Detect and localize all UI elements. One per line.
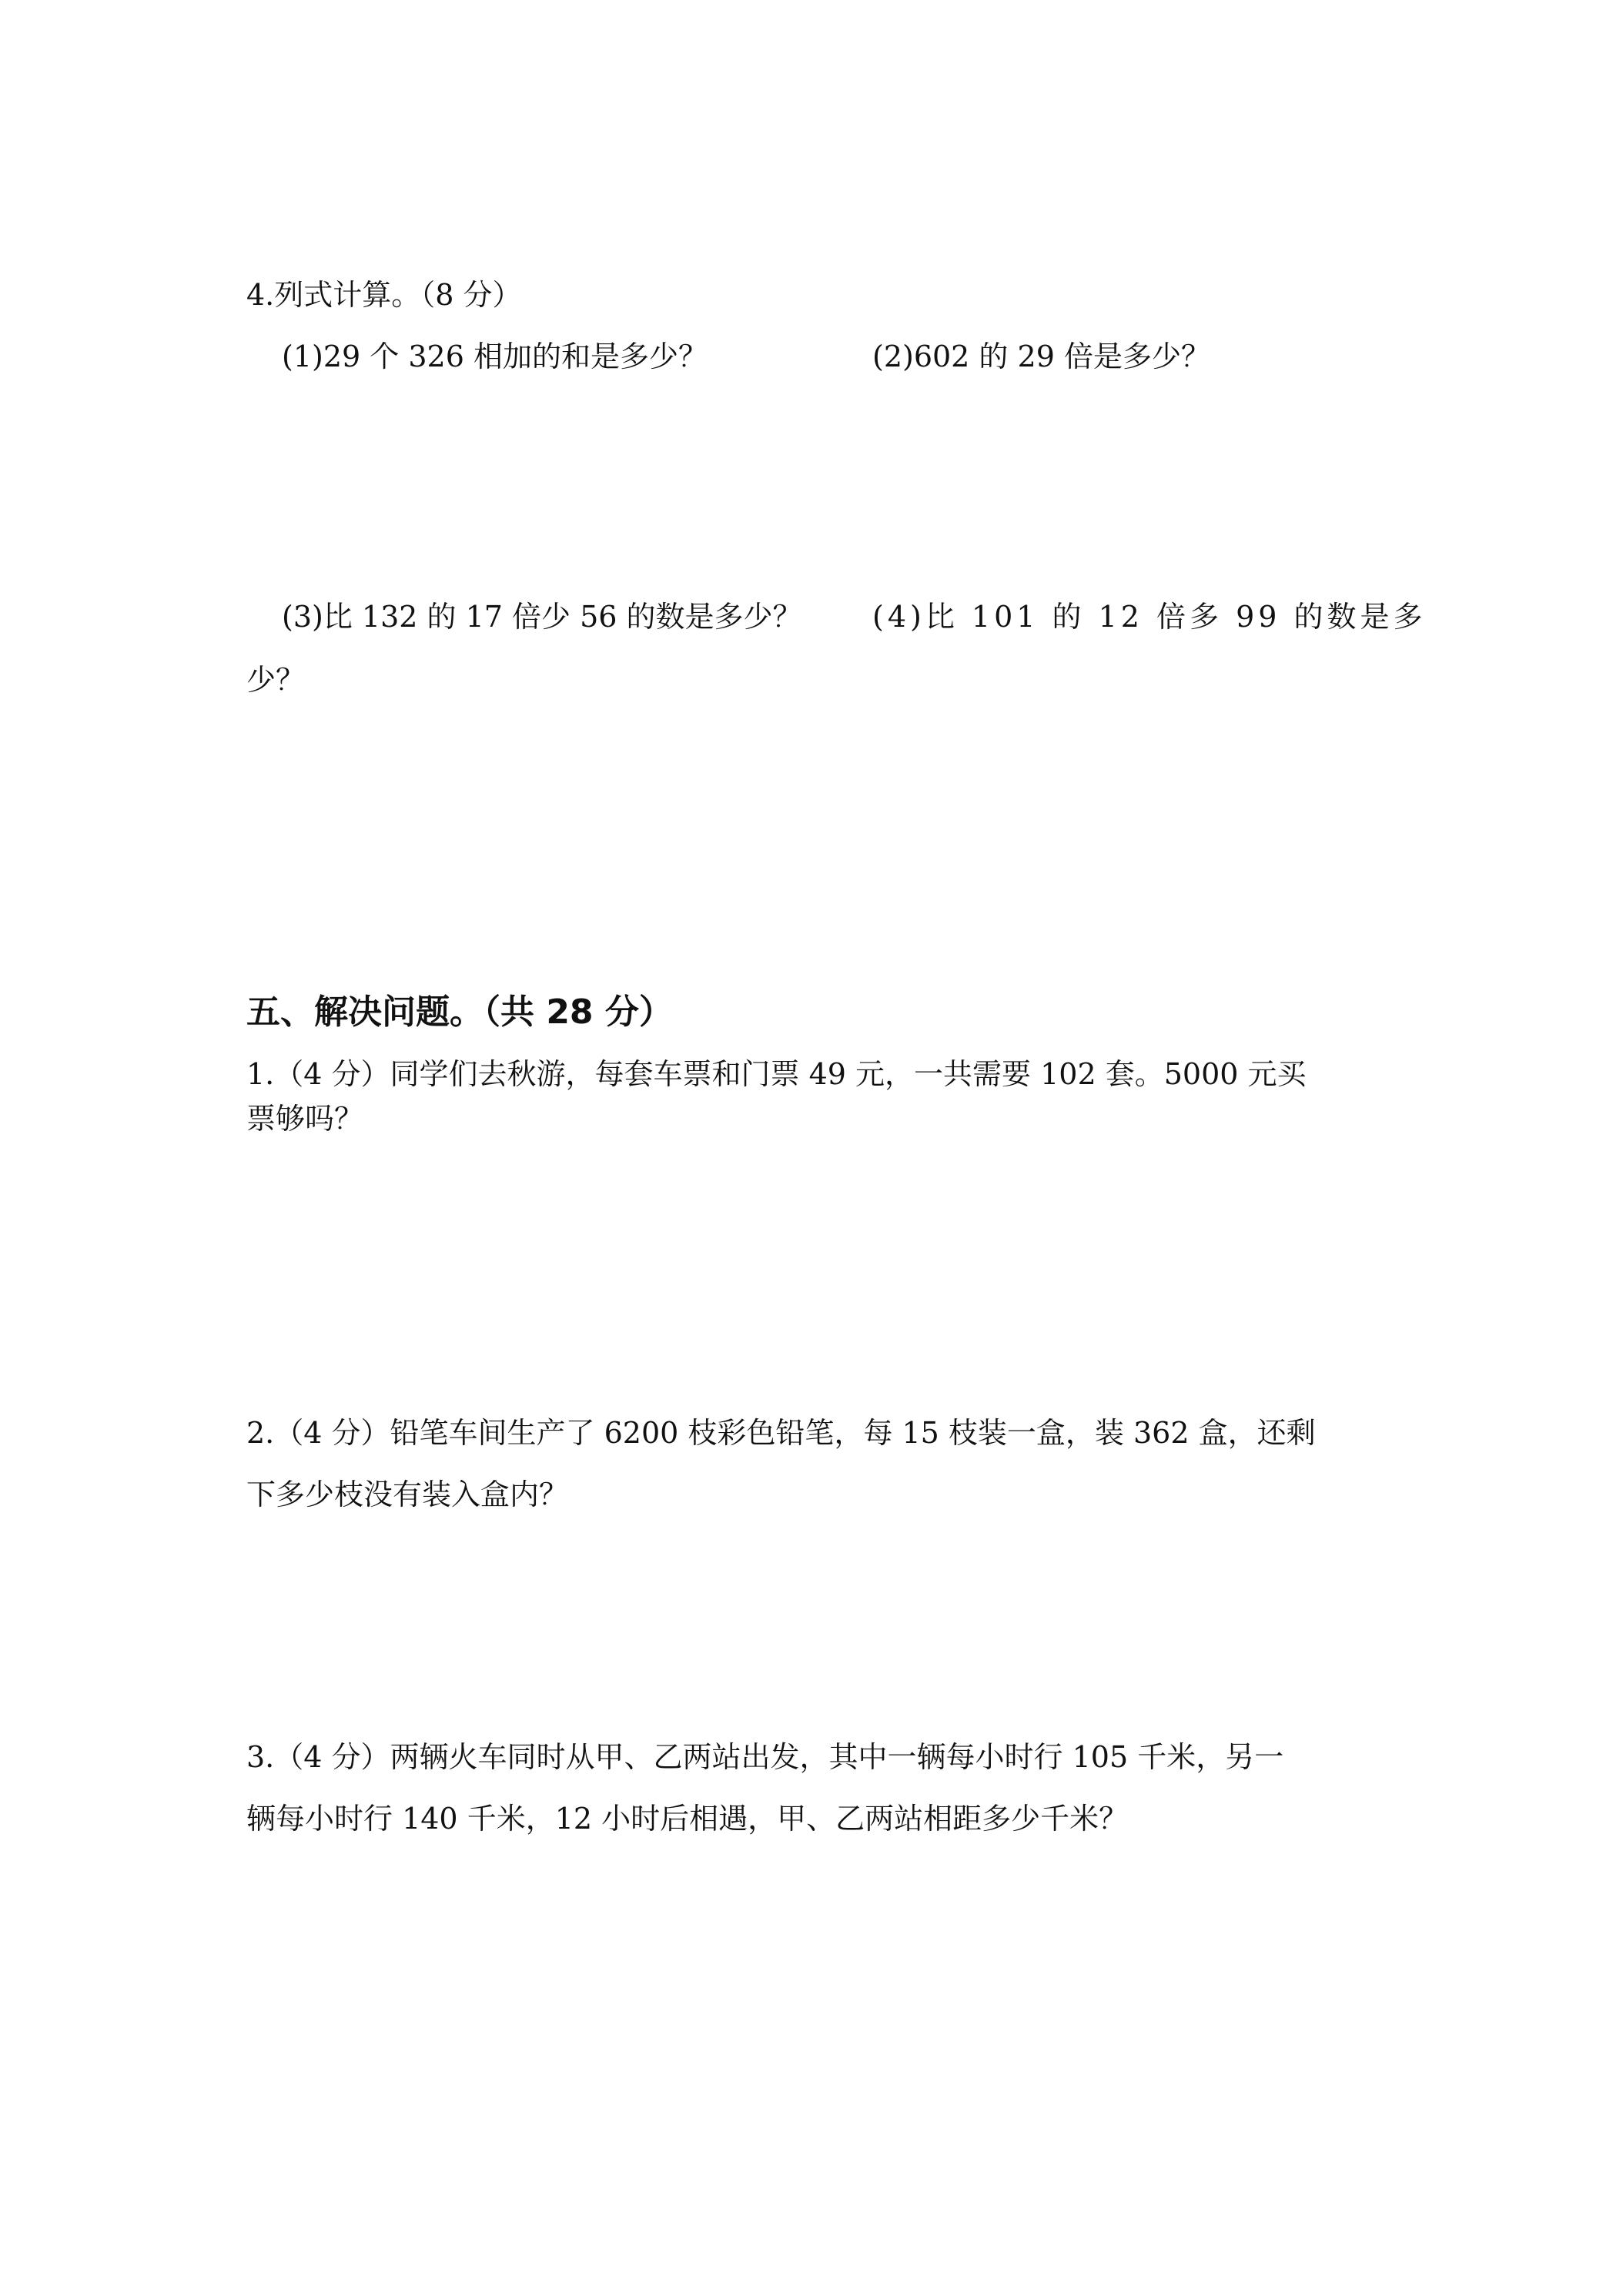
problem-1-line-2: 票够吗？ bbox=[246, 1102, 364, 1136]
problem-2-line-2: 下多少枝没有装入盒内？ bbox=[246, 1478, 569, 1511]
problem-3-line-2: 辆每小时行 140 千米，12 小时后相遇，甲、乙两站相距多少千米？ bbox=[246, 1802, 1129, 1836]
problem-2-line-1: 2.（4 分）铅笔车间生产了 6200 枝彩色铅笔，每 15 枝装一盒，装 362 盒，还剩 bbox=[246, 1416, 1316, 1450]
question-4-1: (1)29 个 326 相加的和是多少？ bbox=[282, 340, 708, 373]
question-4-4-line-2: 少？ bbox=[246, 663, 306, 697]
section-4-title: 4.列式计算。（8 分） bbox=[246, 278, 522, 312]
question-4-3: (3)比 132 的 17 倍少 56 的数是多少？ bbox=[282, 600, 802, 634]
problem-3-line-1: 3.（4 分）两辆火车同时从甲、乙两站出发，其中一辆每小时行 105 千米，另一 bbox=[246, 1740, 1284, 1774]
section-5-heading: 五、解决问题。（共 28 分） bbox=[246, 992, 673, 1032]
problem-1-line-1: 1.（4 分）同学们去秋游，每套车票和门票 49 元，一共需要 102 套。5000 元买 bbox=[246, 1057, 1307, 1091]
question-4-4-line-1: (4)比 101 的 12 倍多 99 的数是多 bbox=[872, 600, 1427, 634]
question-4-2: (2)602 的 29 倍是多少？ bbox=[872, 340, 1210, 373]
